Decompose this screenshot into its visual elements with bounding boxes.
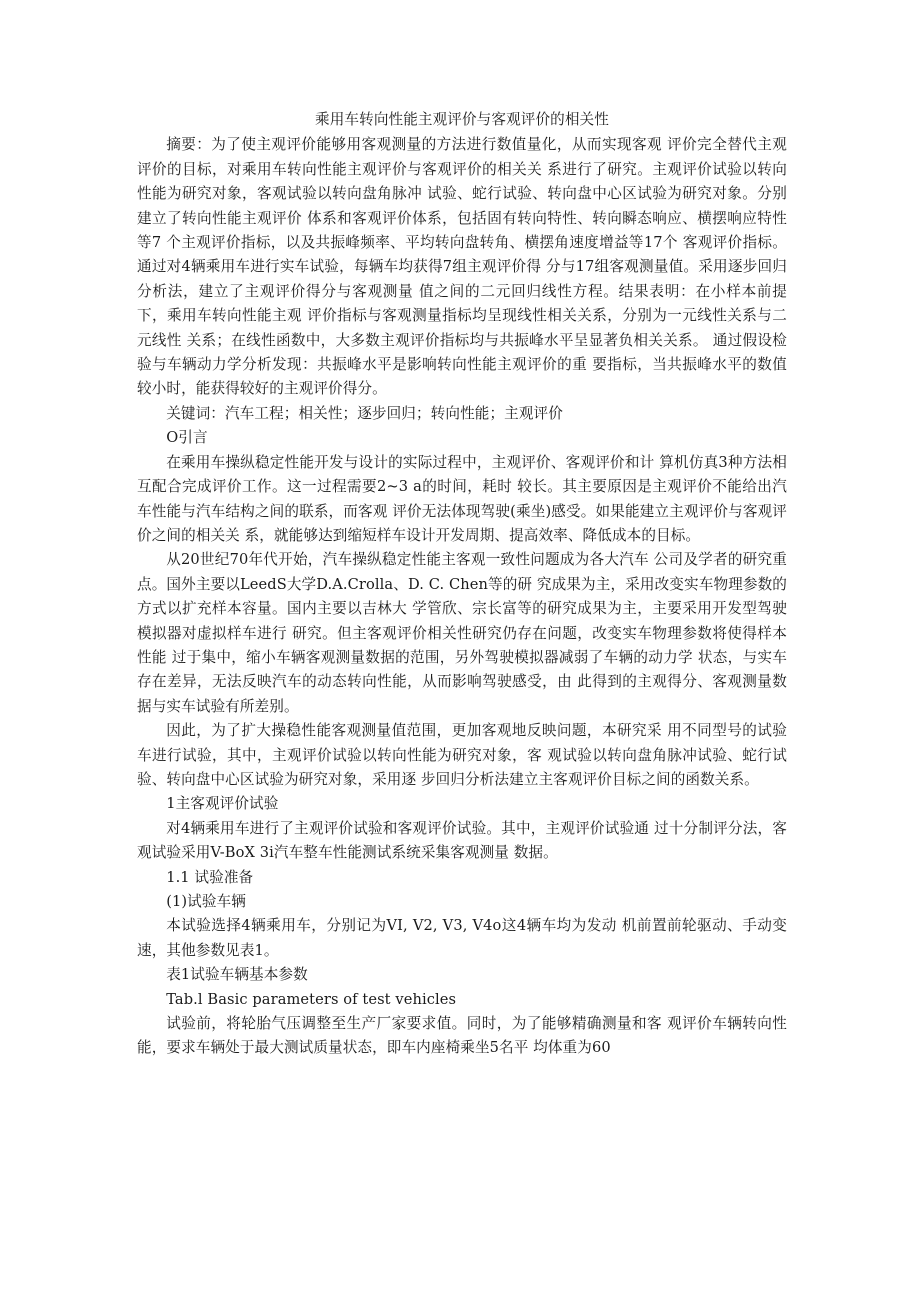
section-1-paragraph-1: 对4辆乘用车进行了主观评价试验和客观评价试验。其中，主观评价试验通 过十分制评分法，客观试验采用V-BoX 3i汽车整车性能测试系统采集客观测量 数据。 (137, 819, 787, 862)
document-title: 乘用车转向性能主观评价与客观评价的相关性 (315, 111, 609, 128)
section-1-1-heading: 1.1 试验准备 (166, 868, 254, 886)
table-1-caption-en: Tab.l Basic parameters of test vehicles (166, 990, 457, 1008)
intro-paragraph-3: 因此，为了扩大操稳性能客观测量值范围，更加客观地反映问题，本研究采 用不同型号的试验车进行试验，其中，主观评价试验以转向性能为研究对象，客 观试验以转向盘角脉冲试验、蛇行试验、转向盘中心区试验为研究对象，采用逐 步回归分析法建立主客观评价目标之间的函数关系。 (137, 722, 787, 788)
keywords-paragraph: 关键词：汽车工程；相关性；逐步回归；转向性能；主观评价 (166, 404, 563, 422)
section-0-heading: O引言 (166, 429, 208, 447)
document-page (137, 108, 787, 1061)
item-1-paragraph-1: 本试验选择4辆乘用车，分别记为VI, V2, V3, V4o这4辆车均为发动 机前置前轮驱动、手动变速，其他参数见表1。 (137, 917, 787, 959)
table-1-caption-cn: 表1试验车辆基本参数 (166, 966, 308, 984)
intro-paragraph-1: 在乘用车操纵稳定性能开发与设计的实际过程中，主观评价、客观评价和计 算机仿真3种方法相互配合完成评价工作。这一过程需要2~3 a的时间，耗时 较长。其主要原因是主观评价不能给出汽车性能与汽车结构之间的联系，而客观 评价无法体现驾驶(乘坐)感受。如果能建立主观评价与客观评价之间的相关关 系，就能够达到缩短样车设计开发周期、提高效率、降低成本的目标。 (137, 453, 787, 544)
item-1-paragraph-2: 试验前，将轮胎气压调整至生产厂家要求值。同时，为了能够精确测量和客 观评价车辆转向性能，要求车辆处于最大测试质量状态，即车内座椅乘坐5名平 均体重为60 (137, 1015, 787, 1057)
item-1-heading: (1)试验车辆 (166, 893, 246, 910)
intro-paragraph-2: 从20世纪70年代开始，汽车操纵稳定性能主客观一致性问题成为各大汽车 公司及学者的研究重点。国外主要以LeedS大学D.A.Crolla、D. C. Chen等的研 究成果为主，采用改变实车物理参数的方式以扩充样本容量。国内主要以吉林大 学管欣、宗长富等的研究成果为主，主要采用开发型驾驶模拟器对虚拟样车进行 研究。但主客观评价相关性研究仍存在问题，改变实车物理参数将使得样本性能 过于集中，缩小车辆客观测量数据的范围，另外驾驶模拟器减弱了车辆的动力学 状态，与实车存在差异，无法反映汽车的动态转向性能，从而影响驾驶感受，由 此得到的主观得分、客观测量数据与实车试验有所差别。 (137, 551, 787, 715)
section-1-heading: 1主客观评价试验 (166, 795, 279, 813)
abstract-paragraph: 摘要：为了使主观评价能够用客观测量的方法进行数值量化，从而实现客观 评价完全替代主观评价的目标，对乘用车转向性能主观评价与客观评价的相关关 系进行了研究。主观评价试验以转向性能为研究对象，客观试验以转向盘角脉冲 试验、蛇行试验、转向盘中心区试验为研究对象。分别建立了转向性能主观评价 体系和客观评价体系，包括固有转向特性、转向瞬态响应、横摆响应特性等7 个主观评价指标，以及共振峰频率、平均转向盘转角、横摆角速度增益等17个 客观评价指标。通过对4辆乘用车进行实车试验，每辆车均获得7组主观评价得 分与17组客观测量值。采用逐步回归分析法，建立了主观评价得分与客观测量 值之间的二元回归线性方程。结果表明：在小样本前提下，乘用车转向性能主观 评价指标与客观测量指标均呈现线性相关关系，分别为一元线性关系与二元线性 关系；在线性函数中，大多数主观评价指标均与共振峰水平呈显著负相关关系。 通过假设检验与车辆动力学分析发现：共振峰水平是影响转向性能主观评价的重 要指标，当共振峰水平的数值较小时，能获得较好的主观评价得分。 (137, 136, 787, 398)
